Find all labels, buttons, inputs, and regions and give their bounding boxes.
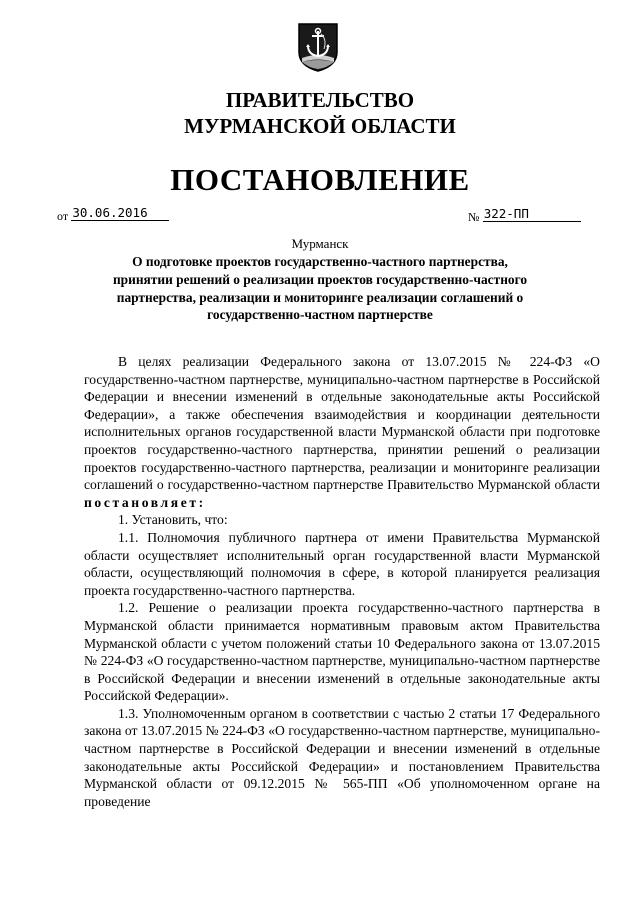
number-prefix: № xyxy=(468,210,480,224)
government-name-line1: ПРАВИТЕЛЬСТВО xyxy=(225,88,415,112)
item-1: 1. Установить, что: xyxy=(118,512,228,528)
item-1-3: 1.3. Уполномоченным органом в соответствии с частью 2 статьи 17 Федерального закона от 13.07.2015 № 224-ФЗ «О государственно-частном партнерстве, муниципально-частном партнерстве в Российской Федерации и внесении изменений в отдельные законодательные акты Российской Федерации» и постановлением Правительства Мурманской области от 09.12.2015 № 565-ПП «Об уполномоченном органе на проведение xyxy=(84,705,600,809)
government-name-line2: МУРМАНСКОЙ ОБЛАСТИ xyxy=(184,114,456,138)
subject-line-2: принятии решений о реализации проектов государственно-частного xyxy=(112,271,528,287)
document-date xyxy=(57,205,169,224)
subject-line-4: государственно-частном партнерстве xyxy=(207,307,433,323)
document-number xyxy=(468,206,581,225)
date-prefix: от xyxy=(57,209,69,223)
number-value: 322-ПП xyxy=(483,206,581,222)
item-1-1: 1.1. Полномочия публичного партнера от имени Правительства Мурманской области осуществляет исполнительный орган государственной власти Мурманской области, осуществляющий полномочия в сфере, в которой планируется реализация проекта государственно-частного партнерства. xyxy=(84,529,600,598)
preamble-text: В целях реализации Федерального закона от 13.07.2015 № 224-ФЗ «О государственно-частном партнерстве, муниципально-частном партнерстве в Российской Федерации и внесении изменений в отдельные законодательные акты Российской Федерации», а также обеспечения взаимодействия и координации деятельности исполнительных органов государственной власти Мурманской области при подготовке проектов государственно-частного партнерства, принятии решений о реализации проектов государственно-частного партнерства, реализации и мониторинге реализации соглашений о государственно-частном партнерстве Правительство Мурманской области xyxy=(84,354,600,493)
subject-line-1: О подготовке проектов государственно-частного партнерства, xyxy=(132,254,508,269)
murmansk-coat-of-arms-icon xyxy=(297,22,339,72)
document-subject xyxy=(70,253,570,324)
decree-word: постановляет: xyxy=(84,494,206,510)
document-type-title: ПОСТАНОВЛЕНИЕ xyxy=(170,162,470,197)
item-1-2: 1.2. Решение о реализации проекта государственно-частного партнерства в Мурманской области принимается нормативным правовым актом Правительства Мурманской области с учетом положений статьи 10 Федерального закона от 13.07.2015 № 224-ФЗ «О государственно-частном партнерстве, муниципально-частном партнерстве в Российской Федерации и внесении изменений в отдельные законодательные акты Российской Федерации». xyxy=(84,600,600,704)
preamble-paragraph xyxy=(84,353,600,511)
city-name: Мурманск xyxy=(291,236,349,251)
date-value: 30.06.2016 xyxy=(71,205,169,221)
subject-line-3: партнерства, реализации и мониторинге реализации соглашений о xyxy=(116,289,524,305)
document-body xyxy=(84,353,600,810)
